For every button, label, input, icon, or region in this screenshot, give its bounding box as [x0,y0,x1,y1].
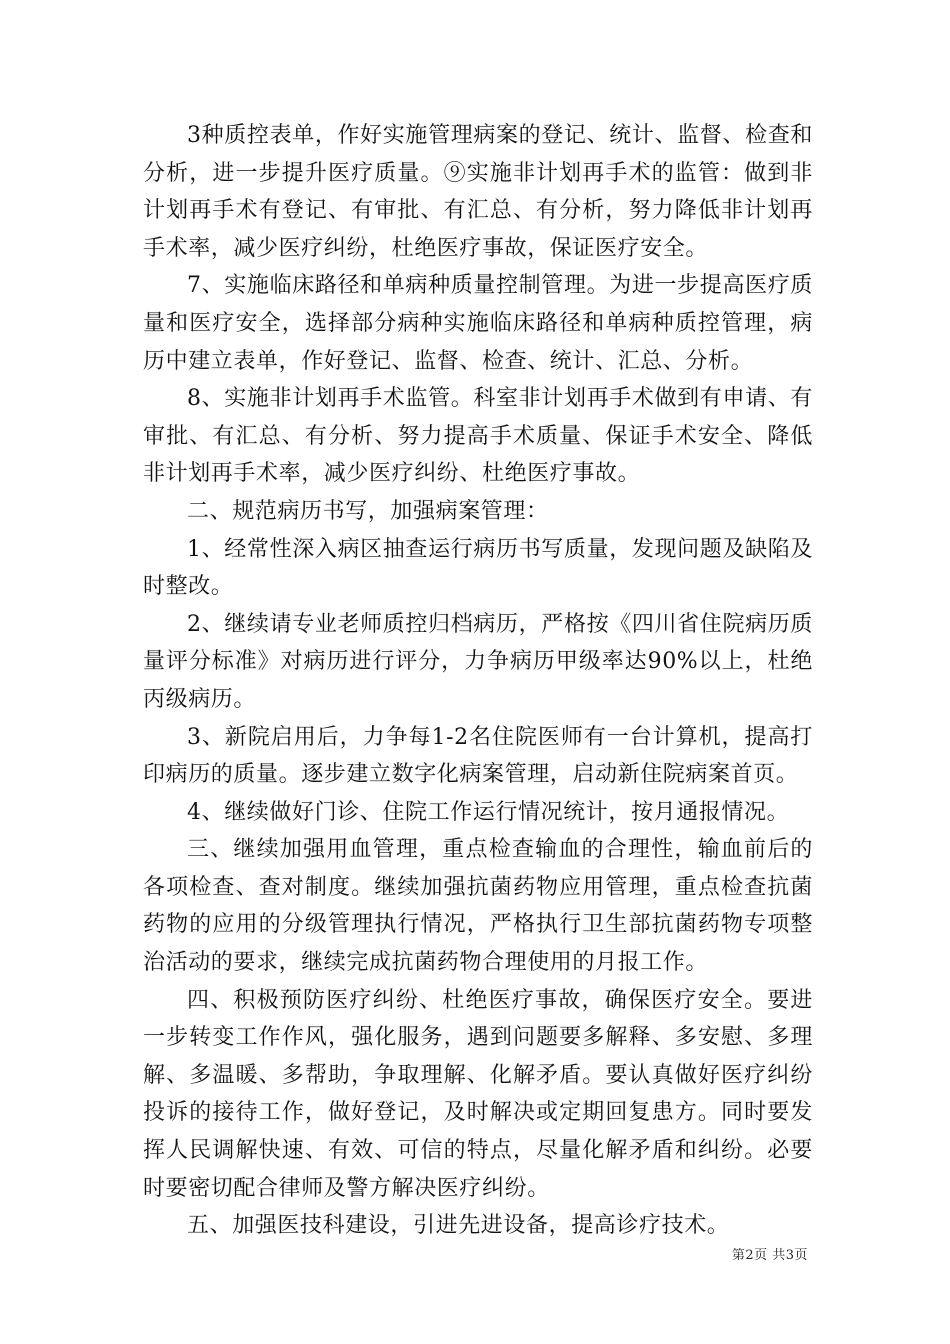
paragraph-unplanned-reoperation: 8、实施非计划再手术监管。科室非计划再手术做到有申请、有审批、有汇总、有分析、努力提高手术质量、保证手术安全、降低非计划再手术率，减少医疗纠纷、杜绝医疗事故。 [143,386,813,487]
paragraph-statistics: 4、继续做好门诊、住院工作运行情况统计，按月通报情况。 [187,799,790,825]
document-body [143,117,813,1245]
paragraph-digital-records: 3、新院启用后，力争每1-2名住院医师有一台计算机，提高打印病历的质量。逐步建立数字化病案管理，启动新住院病案首页。 [143,724,813,788]
section-dispute-prevention: 四、积极预防医疗纠纷、杜绝医疗事故，确保医疗安全。要进一步转变工作作风，强化服务，遇到问题要多解释、多安慰、多理解、多温暖、多帮助，争取理解、化解矛盾。要认真做好医疗纠纷投诉的接待工作，做好登记，及时解决或定期回复患方。同时要发挥人民调解快速、有效、可信的特点，尽量化解矛盾和纠纷。必要时要密切配合律师及警方解决医疗纠纷。 [143,987,813,1201]
section-blood-antibiotics: 三、继续加强用血管理，重点检查输血的合理性，输血前后的各项检查、查对制度。继续加强抗菌药物应用管理，重点检查抗菌药物的应用的分级管理执行情况，严格执行卫生部抗菌药物专项整治活动的要求，继续完成抗菌药物合理使用的月报工作。 [143,837,813,976]
section-medical-tech: 五、加强医技科建设，引进先进设备，提高诊疗技术。 [187,1213,730,1239]
paragraph-quality-forms: 3种质控表单，作好实施管理病案的登记、统计、监督、检查和分析，进一步提升医疗质量。⑨实施非计划再手术的监管：做到非计划再手术有登记、有审批、有汇总、有分析，努力降低非计划再手术率，减少医疗纠纷，杜绝医疗事故，保证医疗安全。 [143,123,813,261]
paragraph-record-inspection: 1、经常性深入病区抽查运行病历书写质量，发现问题及缺陷及时整改。 [143,536,813,600]
section-heading-medical-records: 二、规范病历书写，加强病案管理： [187,498,549,524]
paragraph-clinical-pathway: 7、实施临床路径和单病种质量控制管理。为进一步提高医疗质量和医疗安全，选择部分病种实施临床路径和单病种质控管理，病历中建立表单，作好登记、监督、检查、统计、汇总、分析。 [143,273,813,374]
paragraph-record-scoring: 2、继续请专业老师质控归档病历，严格按《四川省住院病历质量评分标准》对病历进行评分，力争病历甲级率达90%以上，杜绝丙级病历。 [143,611,813,712]
page-number: 第2页 共3页 [731,1248,808,1263]
